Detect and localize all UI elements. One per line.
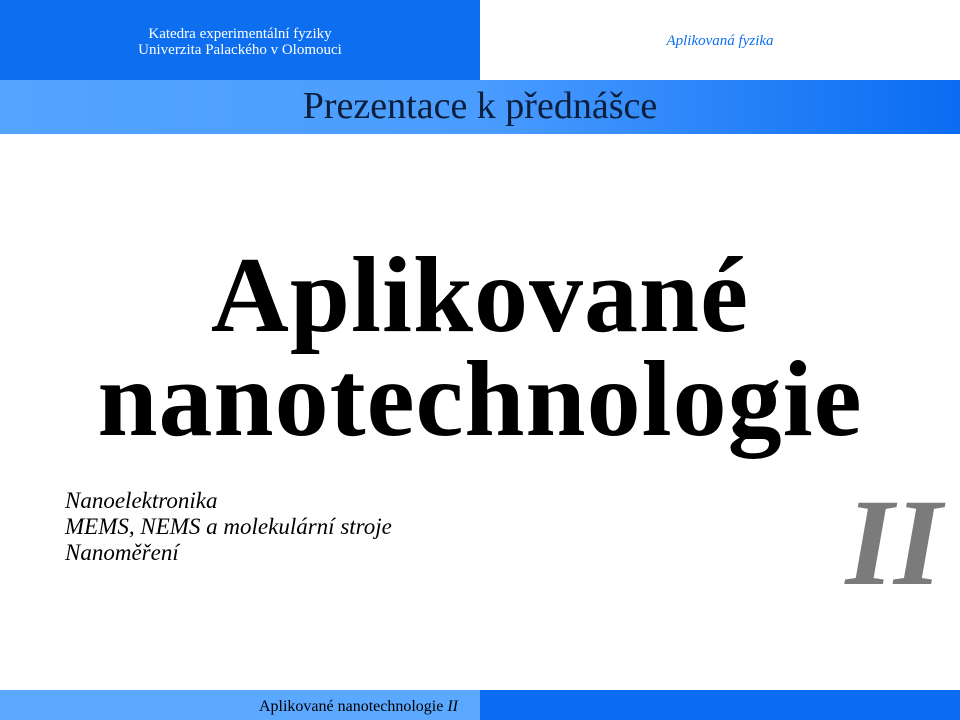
topic-item: Nanoelektronika <box>65 488 218 513</box>
footer-part-numeral: II <box>447 698 458 715</box>
topic-list <box>65 488 392 566</box>
footer-band-right <box>480 690 960 720</box>
main-title-line2: nanotechnologie <box>97 340 863 459</box>
department-name: Katedra experimentální fyziky <box>148 26 332 42</box>
topic-item: Nanoměření <box>65 540 179 565</box>
footer-title-text: Aplikované nanotechnologie <box>258 698 444 715</box>
part-numeral: II <box>845 474 942 611</box>
presentation-subtitle: Prezentace k přednášce <box>302 85 658 127</box>
main-title <box>0 236 960 459</box>
department-block <box>0 26 480 58</box>
footer-title <box>0 697 480 717</box>
university-name: Univerzita Palackého v Olomouci <box>138 42 342 58</box>
course-name: Aplikovaná fyzika <box>666 33 774 49</box>
main-title-line1: Aplikované <box>210 236 750 355</box>
topic-item: MEMS, NEMS a molekulární stroje <box>65 514 392 539</box>
